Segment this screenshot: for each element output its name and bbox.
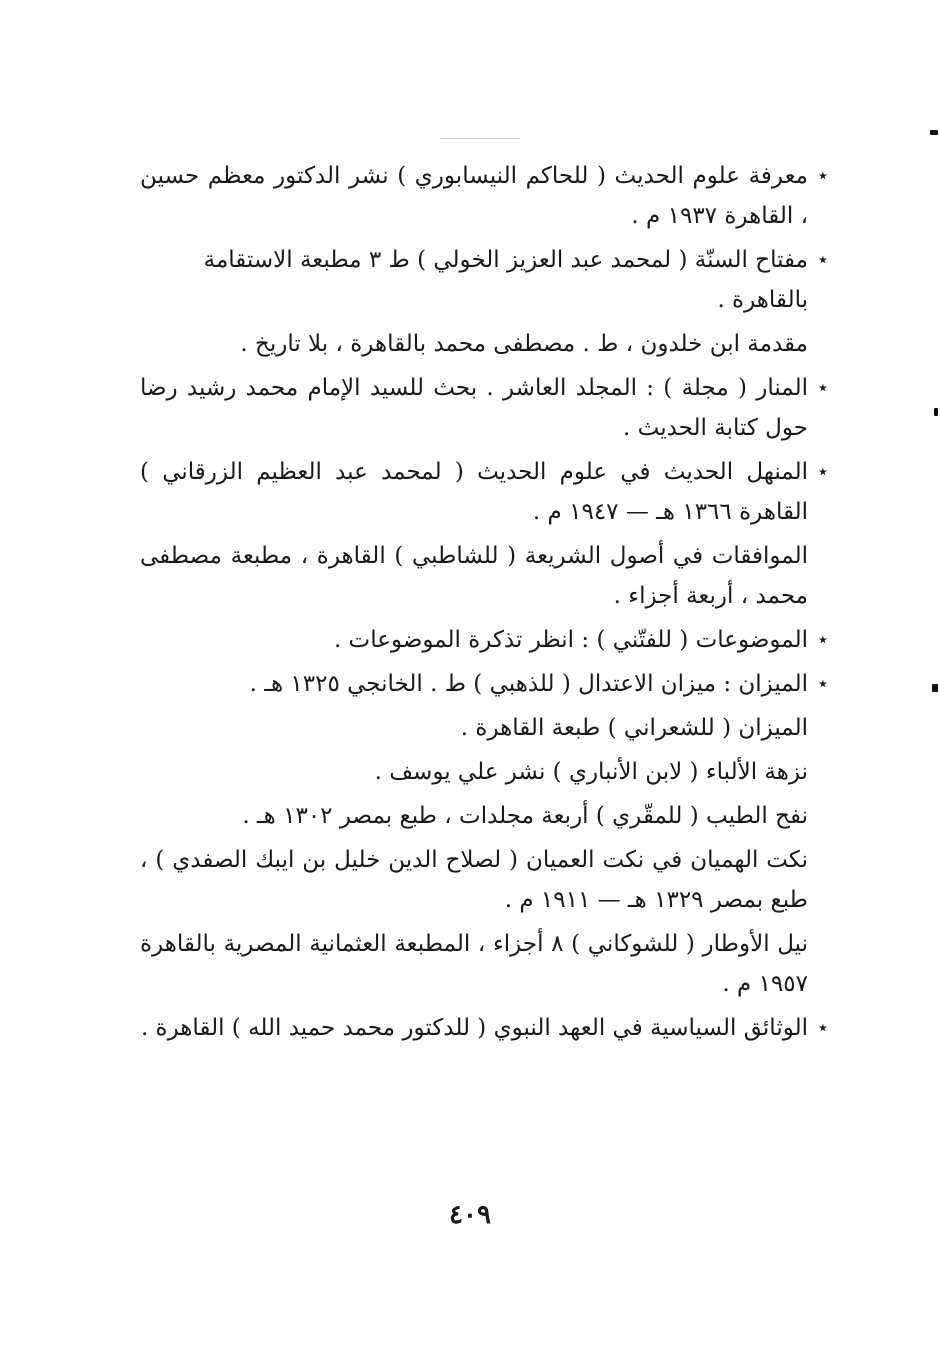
bibliography-entry xyxy=(140,924,830,1004)
bibliography-entry xyxy=(140,620,830,660)
bibliography-list xyxy=(140,156,830,1052)
entry-text: نكت الهميان في نكت العميان ( لصلاح الدين خليل بن ايبك الصفدي ) ، طبع بمصر ١٣٢٩ هـ — ١٩١١ م . xyxy=(140,847,808,913)
bibliography-entry xyxy=(140,536,830,616)
entry-text: الوثائق السياسية في العهد النبوي ( للدكتور محمد حميد الله ) القاهرة . xyxy=(140,1015,808,1041)
margin-mark xyxy=(930,130,938,135)
bullet-marker: ٭ xyxy=(819,380,827,396)
bibliography-entry xyxy=(140,664,830,704)
entry-text: معرفة علوم الحديث ( للحاكم النيسابوري ) نشر الدكتور معظم حسين ، القاهرة ١٩٣٧ م . xyxy=(140,163,808,229)
margin-mark xyxy=(934,408,938,416)
bibliography-entry xyxy=(140,796,830,836)
bibliography-entry xyxy=(140,324,830,364)
bullet-marker: ٭ xyxy=(819,632,827,648)
entry-text: مفتاح السنّة ( لمحمد عبد العزيز الخولي ) ط ٣ مطبعة الاستقامة بالقاهرة . xyxy=(203,247,808,313)
entry-text: الموافقات في أصول الشريعة ( للشاطبي ) القاهرة ، مطبعة مصطفى محمد ، أربعة أجزاء . xyxy=(140,543,808,609)
entry-text: المنار ( مجلة ) : المجلد العاشر . بحث للسيد الإمام محمد رشيد رضا حول كتابة الحديث . xyxy=(140,375,808,441)
entry-text: الميزان ( للشعراني ) طبعة القاهرة . xyxy=(460,715,808,741)
bibliography-entry xyxy=(140,752,830,792)
entry-text: المنهل الحديث في علوم الحديث ( لمحمد عبد العظيم الزرقاني ) القاهرة ١٣٦٦ هـ — ١٩٤٧ م . xyxy=(140,459,808,525)
entry-text: مقدمة ابن خلدون ، ط . مصطفى محمد بالقاهرة ، بلا تاريخ . xyxy=(240,331,808,357)
bibliography-entry xyxy=(140,708,830,748)
page-number: ٤٠٩ xyxy=(449,1200,491,1230)
bullet-marker: ٭ xyxy=(819,252,827,268)
bibliography-entry xyxy=(140,452,830,532)
bibliography-entry xyxy=(140,840,830,920)
bullet-marker: ٭ xyxy=(819,464,827,480)
bullet-marker: ٭ xyxy=(819,676,827,692)
top-divider xyxy=(440,138,520,139)
bibliography-entry xyxy=(140,368,830,448)
entry-text: الموضوعات ( للفتّني ) : انظر تذكرة الموضوعات . xyxy=(333,627,808,653)
entry-text: نفح الطيب ( للمقّري ) أربعة مجلدات ، طبع بمصر ١٣٠٢ هـ . xyxy=(242,803,808,829)
entry-text: نزهة الألباء ( لابن الأنباري ) نشر علي يوسف . xyxy=(374,759,808,785)
entry-text: الميزان : ميزان الاعتدال ( للذهبي ) ط . الخانجي ١٣٢٥ هـ . xyxy=(249,671,808,697)
margin-mark xyxy=(932,684,938,692)
bullet-marker: ٭ xyxy=(819,168,827,184)
entry-text: نيل الأوطار ( للشوكاني ) ٨ أجزاء ، المطبعة العثمانية المصرية بالقاهرة ١٩٥٧ م . xyxy=(140,931,808,997)
bibliography-entry xyxy=(140,156,830,236)
bibliography-entry xyxy=(140,1008,830,1048)
bibliography-entry xyxy=(140,240,830,320)
bullet-marker: ٭ xyxy=(819,1020,827,1036)
